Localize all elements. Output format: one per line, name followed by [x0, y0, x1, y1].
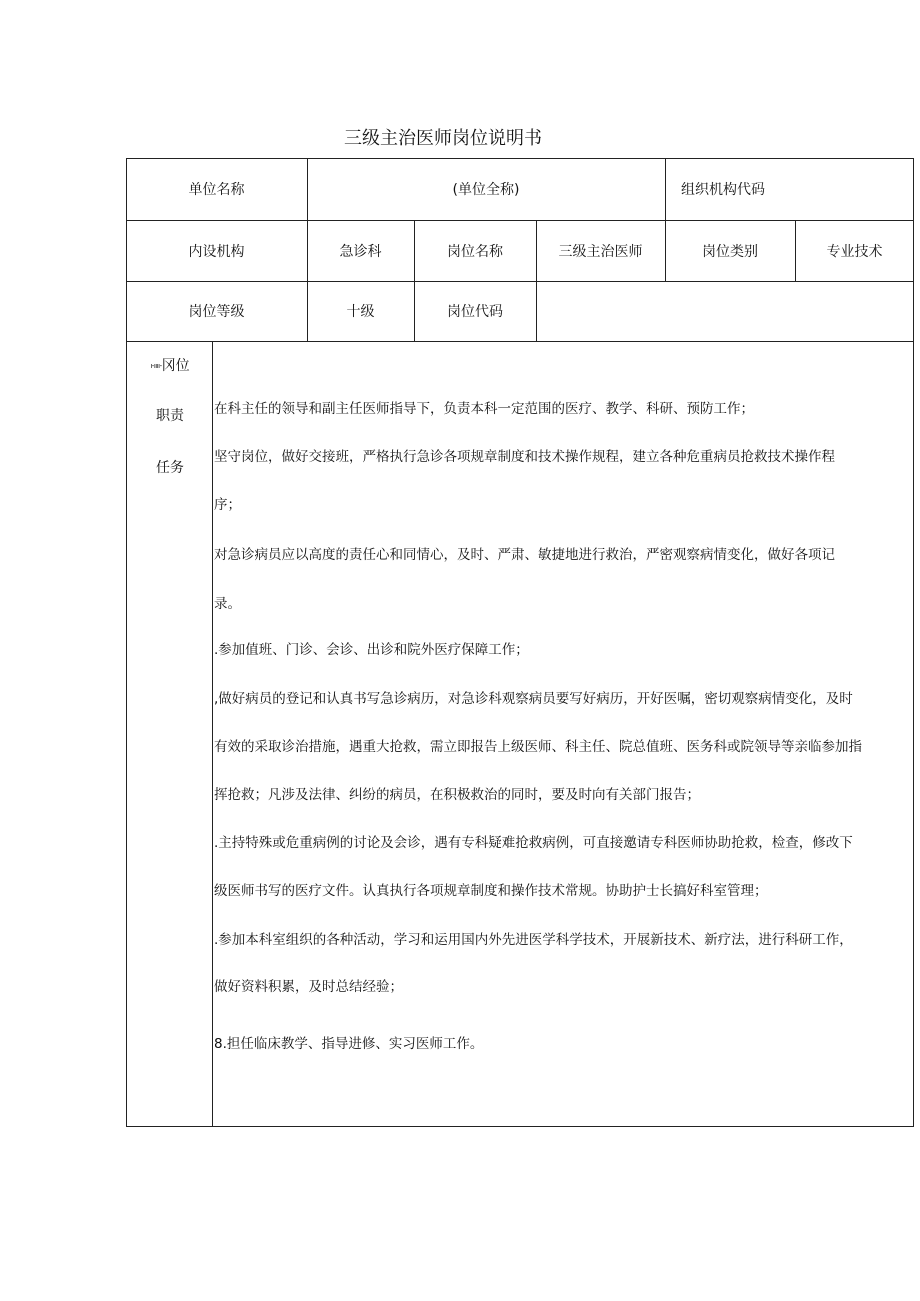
post-type-value: 专业技术: [826, 243, 883, 260]
dept-label: 内设机构: [188, 243, 245, 260]
duty-line: .参加本科室组织的各种活动，学习和运用国内外先进医学科学技术，开展新技术、新疗法，进行科研工作，: [214, 932, 853, 948]
post-name-label: 岗位名称: [447, 243, 503, 260]
duty-line: 坚守岗位，做好交接班，严格执行急诊各项规章制度和技术操作规程，建立各种危重病员抢救技术操作程: [214, 449, 835, 465]
post-code-value: [536, 281, 914, 341]
grade-label: 岗位等级: [188, 304, 245, 320]
duty-line: 做好资料积累，及时总结经验；: [214, 979, 403, 995]
duties-label-prefix: ı-ıııı-: [150, 362, 162, 370]
duty-line: 序；: [214, 497, 241, 513]
page-title: 三级主治医师岗位说明书: [344, 128, 542, 149]
duties-label-text: 冈位: [161, 358, 190, 374]
duty-line: ,做好病员的登记和认真书写急诊病历，对急诊科观察病员要写好病历，开好医嘱，密切观察病情变化，及时: [214, 691, 853, 707]
duty-line: .参加值班、门诊、会诊、出诊和院外医疗保障工作；: [214, 642, 529, 658]
duty-line: 录。: [214, 596, 241, 612]
duties-label-line2: 职责: [156, 408, 184, 424]
duties-label-line1: [140, 355, 200, 375]
unit-name-value: (单位全称): [452, 182, 520, 198]
duty-line: 挥抢救；凡涉及法律、纠纷的病员，在积极救治的同时，要及时向有关部门报告；: [214, 787, 700, 803]
post-code-label: 岗位代码: [447, 304, 503, 320]
row-divider: [126, 341, 914, 342]
org-code-label: 组织机构代码: [681, 182, 765, 198]
duty-line: 有效的采取诊治措施，遇重大抢救，需立即报告上级医师、科主任、院总值班、医务科或院领导等亲临参加指: [214, 739, 862, 755]
duty-line: .主持特殊或危重病例的讨论及会诊，遇有专科疑难抢救病例，可直接邀请专科医师协助抢救，检查，修改下: [214, 835, 853, 851]
unit-name-label: 单位名称: [188, 182, 245, 198]
duty-line: 对急诊病员应以高度的责任心和同情心，及时、严肃、敏捷地进行救治，严密观察病情变化，做好各项记: [214, 547, 835, 563]
col-divider: [212, 341, 213, 1127]
duty-line: 在科主任的领导和副主任医师指导下，负责本科一定范围的医疗、教学、科研、预防工作；: [214, 401, 754, 417]
post-type-label: 岗位类别: [702, 243, 758, 260]
duties-label-line3: 任务: [156, 460, 184, 476]
duty-line: 8.担任临床教学、指导进修、实习医师工作。: [214, 1036, 484, 1052]
grade-value: 十级: [346, 304, 375, 320]
duty-line: 级医师书写的医疗文件。认真执行各项规章制度和操作技术常规。协助护士长搞好科室管理；: [214, 883, 768, 899]
dept-value: 急诊科: [339, 243, 382, 260]
org-code-value: [780, 158, 914, 220]
post-name-value: 三级主治医师: [558, 243, 643, 260]
